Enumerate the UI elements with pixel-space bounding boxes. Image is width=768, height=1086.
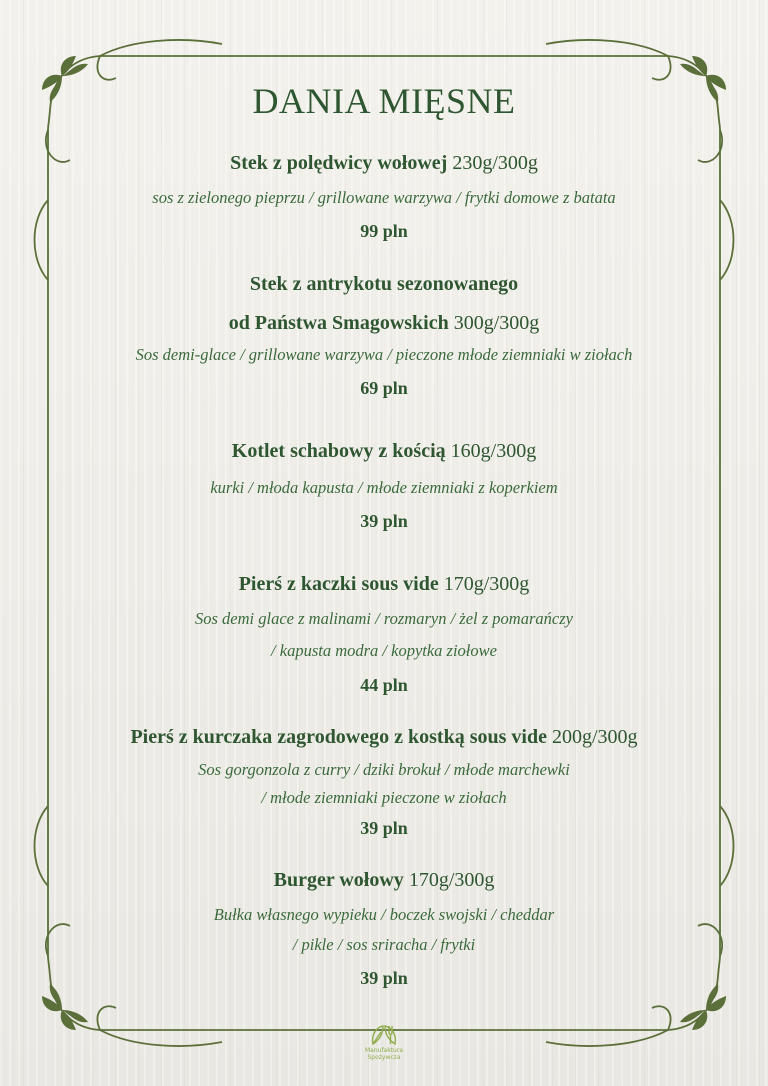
dish-description: sos z zielonego pieprzu / grillowane warzywa / frytki domowe z batata [152,188,616,207]
dish-weight: 230g/300g [452,152,538,174]
dish-name [0,573,768,596]
dish-title: Pierś z kaczki sous vide [238,573,439,595]
dish-name [0,440,768,463]
dish-price: 99 pln [360,221,408,241]
dish-description: Sos gorgonzola z curry / dziki brokuł / młode marchewki [198,760,570,779]
dish-name [0,152,768,175]
dish-weight: 300g/300g [453,312,540,334]
dish-price: 39 pln [360,968,408,988]
logo-text-line2: Spożywcza [367,1054,401,1061]
dish-description: Sos demi-glace / grillowane warzywa / pieczone młode ziemniaki w ziołach [135,345,633,364]
dish-title: Stek z polędwicy wołowej [230,152,448,174]
dish-name: Stek z antrykotu sezonowanego [249,273,519,295]
dish-description: / młode ziemniaki pieczone w ziołach [261,788,507,807]
dish-weight: 160g/300g [450,440,537,462]
menu-title: DANIA MIĘSNE [252,81,516,121]
logo-text-line1: Manufaktura [364,1047,404,1054]
dish-title: Pierś z kurczaka zagrodowego z kostką sous vide [130,726,547,748]
dish-price: 44 pln [360,675,408,695]
dish-name [0,312,768,335]
dish-title: Kotlet schabowy z kością [231,440,446,462]
dish-weight: 170g/300g [408,869,495,891]
dish-title: od Państwa Smagowskich [228,312,449,334]
dish-description: Bułka własnego wypieku / boczek swojski / cheddar [213,905,555,924]
dish-name [0,726,768,749]
dish-price: 39 pln [360,511,408,531]
dish-description: Sos demi glace z malinami / rozmaryn / żel z pomarańczy [195,609,573,628]
dish-price: 69 pln [360,378,408,398]
dish-weight: 200g/300g [551,726,638,748]
leaf-fork-icon [369,1024,399,1046]
dish-description: / pikle / sos sriracha / frytki [292,935,476,954]
dish-description: kurki / młoda kapusta / młode ziemniaki z koperkiem [210,478,558,497]
brand-logo [356,1024,412,1061]
dish-title: Burger wołowy [273,869,404,891]
dish-name [0,869,768,892]
dish-weight: 170g/300g [443,573,530,595]
dish-description: / kapusta modra / kopytka ziołowe [271,641,497,660]
dish-price: 39 pln [360,818,408,838]
